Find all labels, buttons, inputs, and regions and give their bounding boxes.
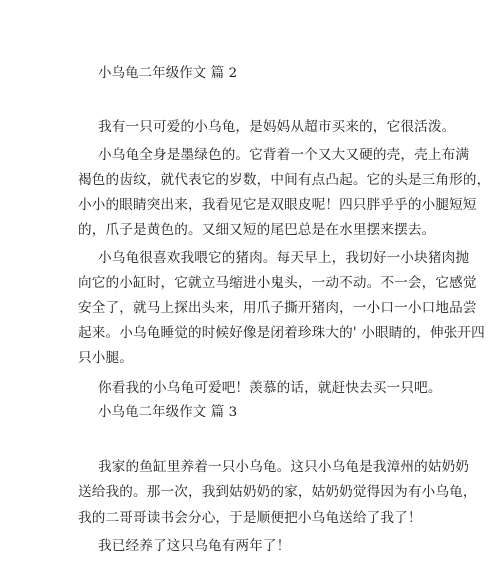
paragraph-line: 安全了，就马上探出头来，用爪子撕开猪肉，一小口一小口地品尝 — [78, 300, 477, 316]
paragraph-line: 褐色的齿纹，就代表它的岁数，中间有点凸起。它的头是三角形的， — [78, 172, 491, 188]
paragraph-line: 小小的眼睛突出来，我看见它是双眼皮呢！四只胖乎乎的小腿短短 — [78, 197, 477, 213]
paragraph-line: 只小腿。 — [78, 350, 133, 366]
section-3-title: 小乌龟二年级作文 篇 3 — [98, 405, 238, 420]
paragraph-line: 我有一只可爱的小乌龟，是妈妈从超市买来的，它很活泼。 — [98, 119, 456, 135]
paragraph-line: 我的二哥哥读书会分心，于是顺便把小乌龟送给了我了！ — [78, 510, 422, 526]
paragraph-line: 的，爪子是黄色的。又细又短的尾巴总是在水里摆来摆去。 — [78, 222, 436, 238]
paragraph-line: 小乌龟很喜欢我喂它的猪肉。每天早上，我切好一小块猪肉抛 — [98, 250, 470, 266]
paragraph-line: 小乌龟全身是墨绿色的。它背着一个又大又硬的壳，壳上布满 — [98, 147, 470, 163]
paragraph-line: 送给我的。那一次，我到姑奶奶的家，姑奶奶觉得因为有小乌龟， — [78, 484, 477, 500]
paragraph-line: 我家的鱼缸里养着一只小乌龟。这只小乌龟是我漳州的姑奶奶 — [98, 459, 470, 475]
section-2-title: 小乌龟二年级作文 篇 2 — [98, 66, 238, 81]
paragraph-line: 你看我的小乌龟可爱吧！羡慕的话，就赶快去买一只吧。 — [98, 380, 442, 396]
paragraph-line: 起来。小乌龟睡觉的时候好像是闭着珍珠大的' 小眼睛的，伸张开四 — [78, 325, 485, 341]
paragraph-line: 向它的小缸时，它就立马缩进小鬼头，一动不动。不一会，它感觉 — [78, 275, 477, 291]
paragraph-line: 我已经养了这只乌龟有两年了！ — [98, 538, 291, 554]
